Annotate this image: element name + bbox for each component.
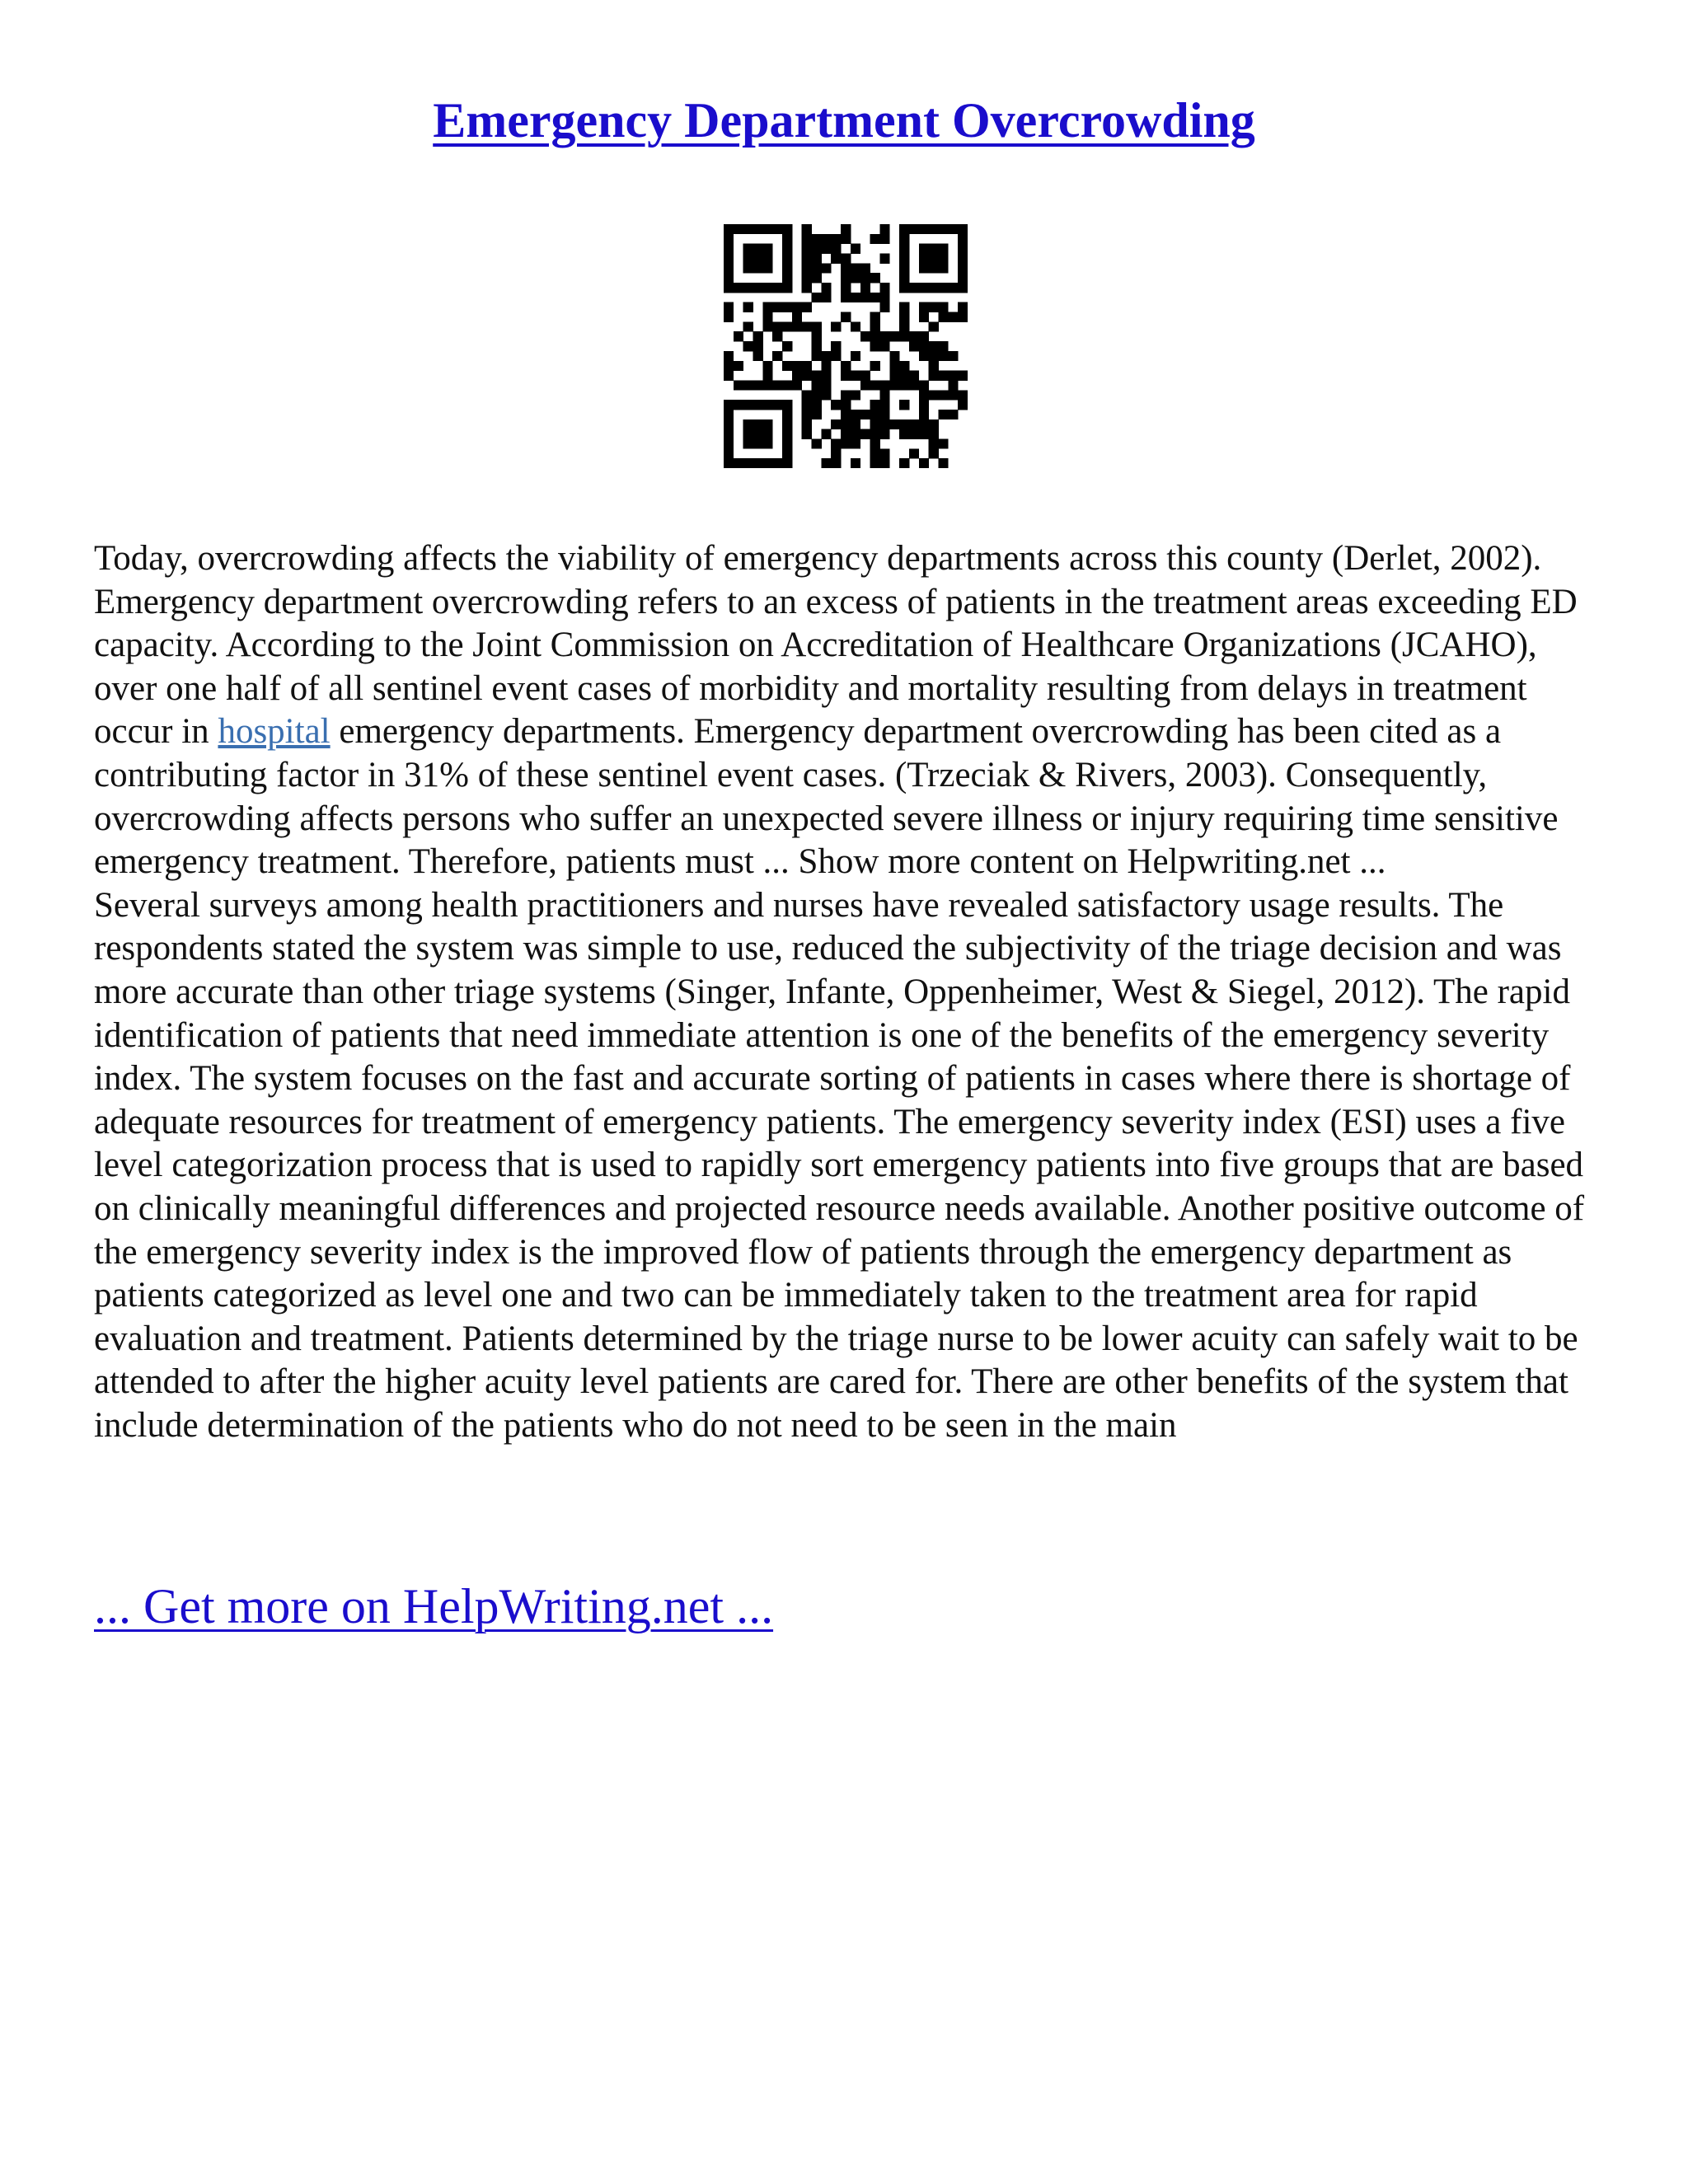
article-body — [94, 537, 1596, 1447]
paragraph-1-text-a: Today, overcrowding affects the viability of emergency departments across this county (Derlet, 2002). Emergency department overcrowding refers to an excess of patients in the treatment areas exceeding ED capacity. According to the Joint Commission on Accreditation of Healthcare Organizations (JCAHO), over one half of all sentinel event cases of morbidity and mortality resulting from delays in treatment occur in — [94, 539, 1578, 752]
get-more-section — [94, 1576, 773, 1637]
title-link[interactable]: Emergency Department Overcrowding — [433, 93, 1255, 148]
qr-code-icon — [724, 224, 968, 468]
paragraph-1-text-b: emergency departments. Emergency department overcrowding has been cited as a contributing factor in 31% of these sentinel event cases. (Trzeciak & Rivers, 2003). Consequently, overcrowding affects persons who suffer an unexpected severe illness or injury requiring time sensitive emergency treatment. Therefore, patients must ... Show more content on Helpwriting.net ... — [94, 712, 1559, 882]
page-title — [0, 89, 1688, 152]
get-more-link[interactable]: ... Get more on HelpWriting.net ... — [94, 1579, 774, 1633]
hospital-link[interactable]: hospital — [218, 712, 331, 752]
paragraph-1 — [94, 537, 1596, 884]
paragraph-2: Several surveys among health practitioners and nurses have revealed satisfactory usage results. The respondents stated the system was simple to use, reduced the subjectivity of the triage decision and was more accurate than other triage systems (Singer, Infante, Oppenheimer, West & Siegel, 2012). The rapid identification of patients that need immediate attention is one of the benefits of the emergency severity index. The system focuses on the fast and accurate sorting of patients in cases where there is shortage of adequate resources for treatment of emergency patients. The emergency severity index (ESI) uses a five level categorization process that is used to rapidly sort emergency patients into five groups that are based on clinically meaningful differences and projected resource needs available. Another positive outcome of the emergency severity index is the improved flow of patients through the emergency department as patients categorized as level one and two can be immediately taken to the treatment area for rapid evaluation and treatment. Patients determined by the triage nurse to be lower acuity can safely wait to be attended to after the higher acuity level patients are cared for. There are other benefits of the system that include determination of the patients who do not need to be seen in the main — [94, 885, 1585, 1445]
